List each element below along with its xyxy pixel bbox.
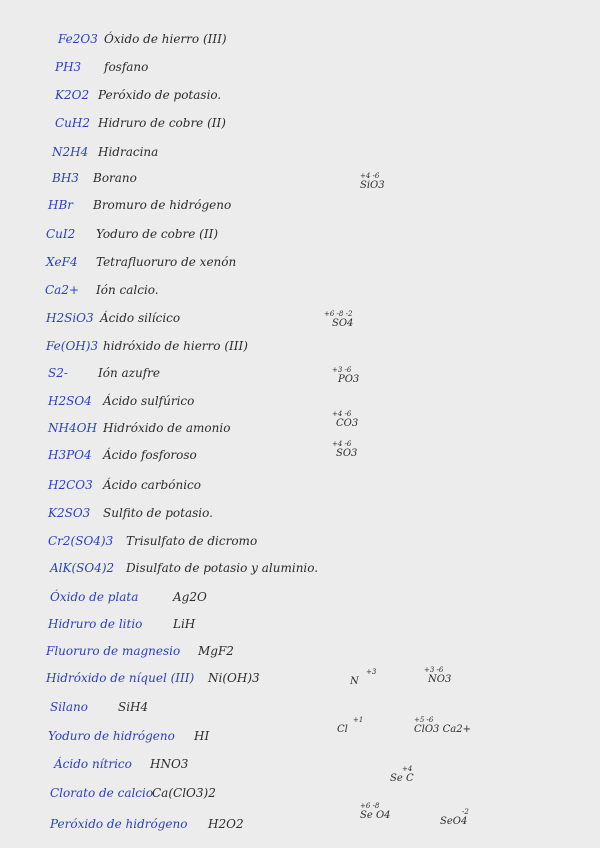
oxidation-states: +5 -6 [414,716,434,724]
list-item [0,60,340,82]
ion-formula: SiO3 [360,180,385,191]
list-item [0,366,340,388]
oxidation-states: +4 -6 [332,440,352,448]
list-item [0,88,340,110]
compound-name: Hidruro de cobre (II) [98,116,226,130]
oxidation-states: +3 -6 [332,366,352,374]
list-item [0,757,340,779]
ion-formula: SeO4 [440,816,468,827]
chemical-formula: H2O2 [208,817,244,831]
list-item [0,700,340,722]
chemical-formula: MgF2 [198,644,234,658]
oxidation-states: +1 [353,716,364,724]
ion-formula: NO3 [428,674,452,685]
list-item [0,283,340,305]
chemical-formula: NH4OH [48,421,97,435]
oxidation-states: +6 -8 [360,802,380,810]
chemical-formula: HBr [48,198,74,212]
side-note-so4 [324,310,353,330]
chemical-formula: CuI2 [46,227,76,241]
compound-name: Ácido silícico [100,311,181,325]
list-item [0,32,340,54]
compound-name: Peróxido de hidrógeno [50,817,188,831]
compound-name: Ácido nítrico [54,757,132,771]
compound-name: Hidruro de litio [48,617,143,631]
list-item [0,448,340,470]
ion-formula: ClO3 Ca2+ [414,724,471,735]
ion-formula: SO3 [336,448,358,459]
list-item [0,145,340,167]
ion-formula: SO4 [332,318,354,329]
ion-formula: Se C [390,773,414,784]
compound-name: Tetrafluoruro de xenón [96,255,237,269]
list-item [0,311,340,333]
chemical-formula: CuH2 [55,116,91,130]
chemical-formula: H2CO3 [48,478,93,492]
oxidation-states: +4 -6 [332,410,352,418]
oxidation-states: +4 -6 [360,172,380,180]
compound-name: hidróxido de hierro (III) [103,339,248,353]
list-item [0,729,340,751]
list-item [0,227,340,249]
ion-formula: CO3 [336,418,359,429]
oxidation-states: +4 [402,765,413,773]
compound-name: Ácido sulfúrico [103,394,195,408]
compound-name: Yoduro de cobre (II) [96,227,219,241]
list-item [0,817,340,839]
chemical-formula: XeF4 [46,255,78,269]
oxidation-states: +3 [366,668,377,676]
list-item [0,394,340,416]
list-item [0,198,340,220]
chemical-formula: K2SO3 [48,506,91,520]
chemical-formula: Ca(ClO3)2 [152,786,216,800]
compound-name: Disulfato de potasio y aluminio. [126,561,319,575]
chemical-formula: Ni(OH)3 [208,671,260,685]
list-item [0,561,340,583]
list-item [0,339,340,361]
compound-name: Yoduro de hidrógeno [48,729,175,743]
oxidation-states: +6 -8 -2 [324,310,353,318]
compound-name: Hidracina [98,145,159,159]
chemical-formula: S2- [48,366,68,380]
compound-name: Óxido de plata [50,590,139,604]
side-note-seo4 [360,802,391,822]
chemical-formula: SiH4 [118,700,149,714]
compound-name: Clorato de calcio [50,786,154,800]
list-item [0,590,340,612]
compound-name: Ácido fosforoso [103,448,197,462]
list-item [0,116,340,138]
chemical-formula: BH3 [52,171,79,185]
side-note-seo4-b [440,808,469,828]
chemical-formula: LiH [173,617,196,631]
ion-formula: N [350,676,359,687]
compound-name: Óxido de hierro (III) [104,32,227,46]
chemical-formula: PH3 [55,60,82,74]
compound-name: Silano [50,700,89,714]
compound-name: Fluoruro de magnesio [46,644,181,658]
chemical-formula: AlK(SO4)2 [50,561,115,575]
chemical-formula: Fe(OH)3 [46,339,99,353]
compound-name: Bromuro de hidrógeno [93,198,232,212]
side-note-co3 [332,410,358,430]
chemical-formula: H2SO4 [48,394,92,408]
list-item [0,786,340,808]
compound-name: Ácido carbónico [103,478,201,492]
compound-name: Hidróxido de níquel (III) [46,671,195,685]
list-item [0,421,340,443]
list-item [0,617,340,639]
list-item [0,644,340,666]
chemical-formula: HI [194,729,210,743]
ion-formula: PO3 [338,374,360,385]
list-item [0,671,340,693]
chemical-formula: N2H4 [52,145,89,159]
oxidation-states: +3 -6 [424,666,444,674]
compound-name: Sulfito de potasio. [103,506,213,520]
list-item [0,478,340,500]
chemical-formula: Ca2+ [45,283,80,297]
side-note-se [390,765,414,785]
compound-name: fosfano [104,60,149,74]
ion-formula: Se O4 [360,810,391,821]
compound-name: Ión calcio. [96,283,159,297]
compound-name: Hidróxido de amonio [103,421,231,435]
chemical-formula: K2O2 [55,88,90,102]
chemical-formula: H2SiO3 [46,311,94,325]
oxidation-states: -2 [462,808,469,816]
side-note-no3 [424,666,451,686]
list-item [0,255,340,277]
compound-name: Ión azufre [98,366,160,380]
side-note-so3 [332,440,357,460]
compound-name: Trisulfato de dicromo [126,534,258,548]
side-note-clo3 [414,716,471,736]
chemical-formula: HNO3 [150,757,189,771]
list-item [0,534,340,556]
side-note-n [350,668,376,688]
list-item [0,506,340,528]
compound-name: Peróxido de potasio. [98,88,222,102]
side-note-cl [337,716,363,736]
chemical-formula: Fe2O3 [58,32,98,46]
list-item [0,171,340,193]
chemical-formula: Cr2(SO4)3 [48,534,114,548]
side-note-po3 [332,366,359,386]
ion-formula: Cl [337,724,348,735]
side-note-sio3 [360,172,385,192]
chemical-formula: Ag2O [173,590,207,604]
compound-name: Borano [93,171,137,185]
chemical-formula: H3PO4 [48,448,92,462]
